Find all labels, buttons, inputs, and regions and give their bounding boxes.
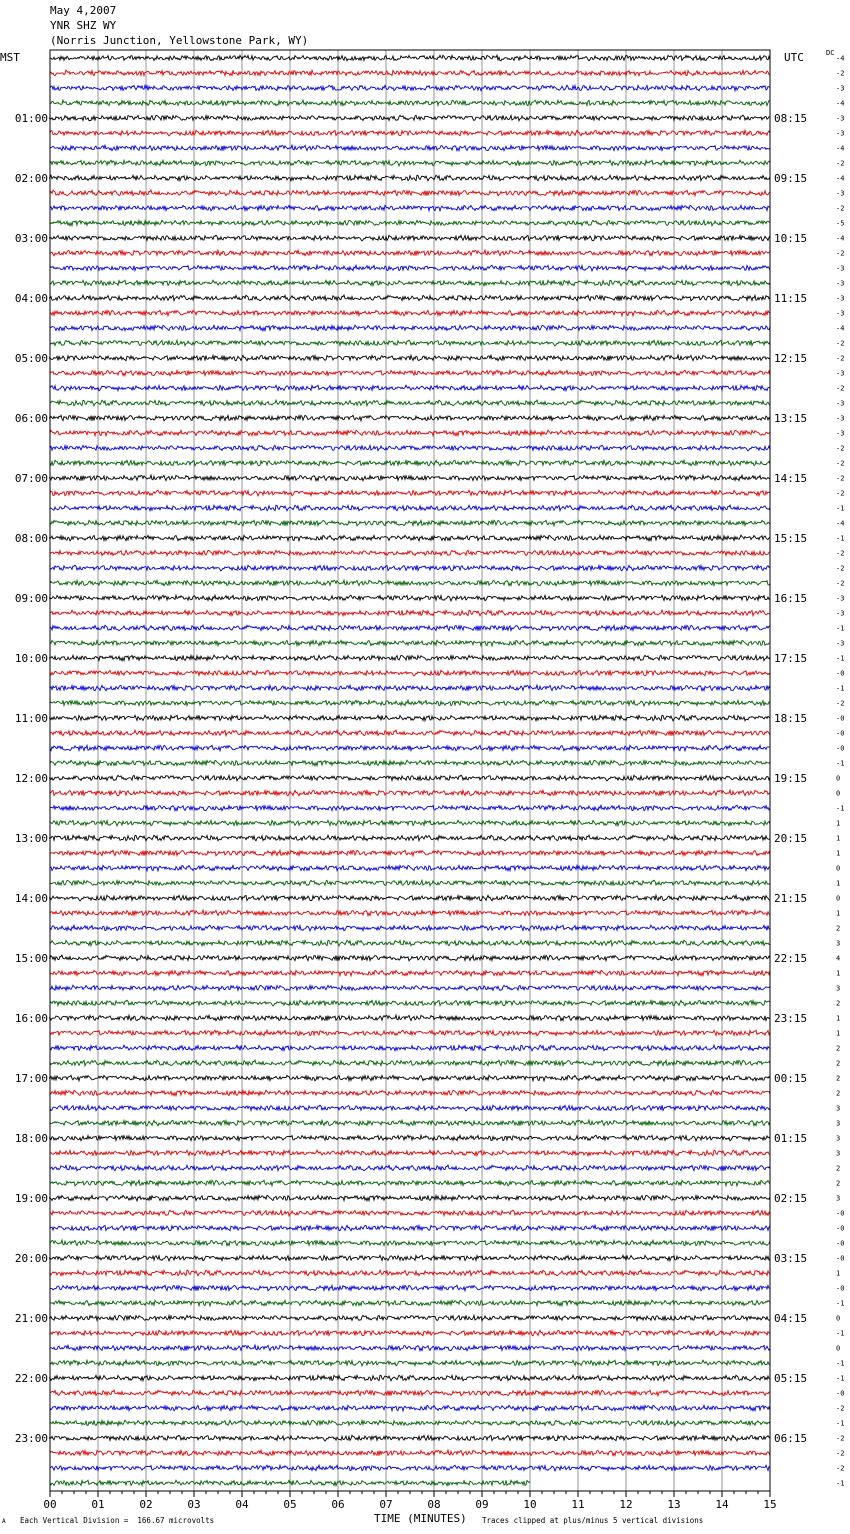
trace-83 (50, 1285, 770, 1291)
x-tick-label-03: 03 (187, 1498, 201, 1511)
trace-11 (50, 205, 770, 211)
dc-offset-10: -3 (836, 189, 845, 198)
dc-column-label: DC (826, 49, 835, 57)
chart-title-location: (Norris Junction, Yellowstone Park, WY) (50, 34, 309, 47)
trace-68 (50, 1060, 770, 1066)
left-hour-label: 22:00 (14, 1372, 48, 1385)
trace-69 (50, 1075, 770, 1081)
trace-38 (50, 610, 770, 616)
trace-40 (50, 640, 770, 646)
dc-offset-60: 3 (836, 939, 841, 948)
left-hour-label: 20:00 (14, 1252, 48, 1265)
dc-offset-8: -2 (836, 159, 845, 168)
dc-offset-11: -2 (836, 204, 845, 213)
trace-27 (50, 445, 770, 451)
trace-81 (50, 1255, 770, 1261)
right-hour-label: 08:15 (774, 112, 808, 125)
dc-offset-20: -2 (836, 339, 845, 348)
trace-42 (50, 670, 770, 676)
dc-offset-49: 0 (836, 774, 841, 783)
left-hour-label: 08:00 (14, 532, 48, 545)
trace-52 (50, 820, 770, 826)
right-hour-label: 23:15 (774, 1012, 808, 1025)
dc-offset-39: -1 (836, 624, 845, 633)
dc-offset-90: -0 (836, 1389, 845, 1398)
dc-offset-33: -1 (836, 534, 845, 543)
trace-group (50, 55, 770, 1486)
trace-67 (50, 1045, 770, 1051)
trace-79 (50, 1225, 770, 1231)
dc-offset-73: 3 (836, 1134, 841, 1143)
right-hour-label: 19:15 (774, 772, 808, 785)
dc-offset-26: -3 (836, 429, 845, 438)
trace-23 (50, 385, 770, 391)
dc-offset-45: -0 (836, 714, 845, 723)
dc-offset-82: 1 (836, 1269, 841, 1278)
dc-offset-24: -3 (836, 399, 845, 408)
trace-60 (50, 940, 770, 946)
x-tick-label-12: 12 (619, 1498, 633, 1511)
trace-47 (50, 745, 770, 751)
trace-50 (50, 790, 770, 796)
left-hour-label: 12:00 (14, 772, 48, 785)
dc-offset-80: -0 (836, 1239, 845, 1248)
trace-71 (50, 1105, 770, 1111)
dc-offset-94: -2 (836, 1449, 845, 1458)
dc-offset-70: 2 (836, 1089, 841, 1098)
trace-48 (50, 760, 770, 766)
x-tick-label-15: 15 (763, 1498, 777, 1511)
x-tick-label-08: 08 (427, 1498, 441, 1511)
dc-offset-23: -2 (836, 384, 845, 393)
x-tick-label-10: 10 (523, 1498, 537, 1511)
trace-80 (50, 1240, 770, 1246)
dc-offset-7: -4 (836, 144, 845, 153)
dc-offset-19: -4 (836, 324, 845, 333)
trace-6 (50, 130, 770, 136)
x-tick-label-05: 05 (283, 1498, 297, 1511)
dc-offset-35: -2 (836, 564, 845, 573)
trace-31 (50, 505, 770, 511)
dc-offset-14: -2 (836, 249, 845, 258)
trace-13 (50, 235, 770, 241)
right-hour-label: 00:15 (774, 1072, 808, 1085)
trace-16 (50, 280, 770, 286)
right-hour-label: 15:15 (774, 532, 808, 545)
dc-offset-85: 0 (836, 1314, 841, 1323)
trace-88 (50, 1360, 770, 1366)
trace-49 (50, 775, 770, 781)
left-hour-label: 21:00 (14, 1312, 48, 1325)
dc-offset-46: -0 (836, 729, 845, 738)
x-tick-label-13: 13 (667, 1498, 681, 1511)
dc-offset-30: -2 (836, 489, 845, 498)
dc-offset-58: 1 (836, 909, 841, 918)
trace-33 (50, 535, 770, 541)
trace-77 (50, 1195, 770, 1201)
trace-28 (50, 460, 770, 466)
right-hour-label: 02:15 (774, 1192, 808, 1205)
dc-offset-3: -3 (836, 84, 845, 93)
dc-offset-89: -1 (836, 1374, 845, 1383)
right-hour-label: 09:15 (774, 172, 808, 185)
dc-offset-84: -1 (836, 1299, 845, 1308)
dc-offset-88: -1 (836, 1359, 845, 1368)
left-hour-label: 01:00 (14, 112, 48, 125)
trace-3 (50, 85, 770, 91)
dc-offset-66: 1 (836, 1029, 841, 1038)
trace-82 (50, 1270, 770, 1276)
dc-offset-86: -1 (836, 1329, 845, 1338)
dc-offset-96: -1 (836, 1479, 845, 1488)
chart-title-date: May 4,2007 (50, 4, 117, 17)
right-hour-label: 04:15 (774, 1312, 808, 1325)
dc-offset-61: 4 (836, 954, 841, 963)
trace-63 (50, 985, 770, 991)
dc-offset-64: 2 (836, 999, 841, 1008)
dc-offset-55: 0 (836, 864, 841, 873)
dc-offset-28: -2 (836, 459, 845, 468)
dc-offset-76: 2 (836, 1179, 841, 1188)
right-hour-label: 11:15 (774, 292, 808, 305)
dc-offset-81: -0 (836, 1254, 845, 1263)
trace-58 (50, 910, 770, 916)
dc-offset-5: -3 (836, 114, 845, 123)
dc-offset-83: -0 (836, 1284, 845, 1293)
trace-85 (50, 1315, 770, 1321)
trace-36 (50, 580, 770, 586)
trace-87 (50, 1345, 770, 1351)
right-hour-label: 10:15 (774, 232, 808, 245)
dc-offset-51: -1 (836, 804, 845, 813)
left-hour-label: 16:00 (14, 1012, 48, 1025)
dc-offset-68: 2 (836, 1059, 841, 1068)
dc-offset-63: 3 (836, 984, 841, 993)
dc-offset-67: 2 (836, 1044, 841, 1053)
trace-29 (50, 475, 770, 481)
trace-7 (50, 145, 770, 151)
right-hour-label: 20:15 (774, 832, 808, 845)
dc-offset-56: 1 (836, 879, 841, 888)
dc-offset-4: -4 (836, 99, 845, 108)
left-hour-label: 17:00 (14, 1072, 48, 1085)
trace-66 (50, 1030, 770, 1036)
dc-offset-69: 2 (836, 1074, 841, 1083)
trace-70 (50, 1090, 770, 1096)
dc-offset-31: -1 (836, 504, 845, 513)
dc-offset-47: -0 (836, 744, 845, 753)
x-tick-label-06: 06 (331, 1498, 345, 1511)
x-tick-label-09: 09 (475, 1498, 489, 1511)
dc-offset-93: -2 (836, 1434, 845, 1443)
x-tick-label-04: 04 (235, 1498, 249, 1511)
trace-62 (50, 970, 770, 976)
dc-offset-71: 3 (836, 1104, 841, 1113)
trace-24 (50, 400, 770, 406)
left-hour-label: 02:00 (14, 172, 48, 185)
dc-offset-36: -2 (836, 579, 845, 588)
x-tick-label-01: 01 (91, 1498, 105, 1511)
dc-offset-16: -3 (836, 279, 845, 288)
x-axis-title: TIME (MINUTES) (374, 1512, 467, 1525)
right-hour-label: 16:15 (774, 592, 808, 605)
trace-41 (50, 655, 770, 661)
left-hour-label: 23:00 (14, 1432, 48, 1445)
left-hour-label: 10:00 (14, 652, 48, 665)
dc-offset-2: -2 (836, 69, 845, 78)
left-hour-label: 09:00 (14, 592, 48, 605)
trace-8 (50, 160, 770, 166)
dc-offset-17: -3 (836, 294, 845, 303)
left-hour-label: 19:00 (14, 1192, 48, 1205)
trace-59 (50, 925, 770, 931)
dc-offset-12: -5 (836, 219, 845, 228)
right-hour-label: 03:15 (774, 1252, 808, 1265)
right-hour-label: 13:15 (774, 412, 808, 425)
dc-offset-44: -2 (836, 699, 845, 708)
trace-91 (50, 1405, 770, 1411)
trace-90 (50, 1390, 770, 1396)
trace-1 (50, 55, 770, 61)
trace-61 (50, 955, 770, 961)
dc-offset-92: -1 (836, 1419, 845, 1428)
right-hour-label: 12:15 (774, 352, 808, 365)
trace-4 (50, 100, 770, 106)
dc-offset-95: -2 (836, 1464, 845, 1473)
left-hour-label: 05:00 (14, 352, 48, 365)
trace-39 (50, 625, 770, 631)
trace-55 (50, 865, 770, 871)
dc-offset-1: -4 (836, 54, 845, 63)
trace-51 (50, 805, 770, 810)
x-tick-label-00: 00 (43, 1498, 57, 1511)
trace-20 (50, 340, 770, 346)
trace-89 (50, 1375, 770, 1381)
dc-offset-9: -4 (836, 174, 845, 183)
dc-offset-42: -0 (836, 669, 845, 678)
dc-offset-74: 3 (836, 1149, 841, 1158)
dc-offset-52: 1 (836, 819, 841, 828)
left-hour-label: 13:00 (14, 832, 48, 845)
dc-offset-32: -4 (836, 519, 845, 528)
trace-14 (50, 250, 770, 256)
trace-19 (50, 325, 770, 331)
dc-offset-18: -3 (836, 309, 845, 318)
footer-mark: A (2, 1518, 6, 1525)
trace-34 (50, 550, 770, 555)
trace-84 (50, 1300, 770, 1306)
chart-title-station: YNR SHZ WY (50, 19, 117, 32)
dc-offset-27: -2 (836, 444, 845, 453)
trace-45 (50, 715, 770, 721)
dc-offset-54: 1 (836, 849, 841, 858)
trace-46 (50, 730, 770, 736)
trace-94 (50, 1450, 770, 1456)
x-tick-label-02: 02 (139, 1498, 153, 1511)
right-timezone-label: UTC (784, 51, 804, 64)
left-hour-label: 15:00 (14, 952, 48, 965)
dc-offset-48: -1 (836, 759, 845, 768)
trace-9 (50, 175, 770, 181)
footer-clip-note: Traces clipped at plus/minus 5 vertical divisions (482, 1516, 704, 1525)
left-hour-label: 14:00 (14, 892, 48, 905)
dc-offset-59: 2 (836, 924, 841, 933)
axis-labels (15, 55, 845, 1512)
dc-offset-41: -1 (836, 654, 845, 663)
dc-offset-57: 0 (836, 894, 841, 903)
trace-15 (50, 265, 770, 271)
trace-56 (50, 880, 770, 886)
dc-offset-15: -3 (836, 264, 845, 273)
right-hour-label: 21:15 (774, 892, 808, 905)
trace-18 (50, 310, 770, 316)
trace-65 (50, 1015, 770, 1021)
footer-scale-note: Each Vertical Division = 166.67 microvolts (20, 1516, 215, 1525)
trace-17 (50, 295, 770, 301)
dc-offset-43: -1 (836, 684, 845, 693)
trace-53 (50, 835, 770, 841)
trace-72 (50, 1120, 770, 1126)
trace-43 (50, 685, 770, 691)
trace-32 (50, 520, 770, 526)
dc-offset-40: -3 (836, 639, 845, 648)
trace-35 (50, 565, 770, 571)
dc-offset-22: -3 (836, 369, 845, 378)
dc-offset-13: -4 (836, 234, 845, 243)
dc-offset-53: 1 (836, 834, 841, 843)
right-hour-label: 22:15 (774, 952, 808, 965)
trace-25 (50, 415, 770, 421)
dc-offset-65: 1 (836, 1014, 841, 1023)
right-hour-label: 05:15 (774, 1372, 808, 1385)
dc-offset-72: 3 (836, 1119, 841, 1128)
x-tick-label-07: 07 (379, 1498, 393, 1511)
x-tick-label-14: 14 (715, 1498, 729, 1511)
dc-offset-37: -3 (836, 594, 845, 603)
trace-73 (50, 1135, 770, 1141)
trace-22 (50, 370, 770, 375)
trace-57 (50, 895, 770, 901)
trace-64 (50, 1000, 770, 1006)
trace-54 (50, 850, 770, 856)
dc-offset-91: -2 (836, 1404, 845, 1413)
dc-offset-75: 2 (836, 1164, 841, 1173)
trace-37 (50, 595, 770, 601)
trace-12 (50, 220, 770, 226)
right-hour-label: 18:15 (774, 712, 808, 725)
trace-95 (50, 1465, 770, 1471)
trace-2 (50, 70, 770, 76)
trace-26 (50, 430, 770, 436)
right-hour-label: 14:15 (774, 472, 808, 485)
trace-75 (50, 1165, 770, 1171)
trace-86 (50, 1330, 770, 1336)
dc-offset-79: -0 (836, 1224, 845, 1233)
trace-74 (50, 1150, 770, 1156)
left-hour-label: 06:00 (14, 412, 48, 425)
left-hour-label: 03:00 (14, 232, 48, 245)
left-hour-label: 18:00 (14, 1132, 48, 1145)
trace-76 (50, 1180, 770, 1186)
right-hour-label: 06:15 (774, 1432, 808, 1445)
left-hour-label: 11:00 (14, 712, 48, 725)
trace-44 (50, 700, 770, 706)
dc-offset-29: -2 (836, 474, 845, 483)
trace-10 (50, 190, 770, 196)
trace-5 (50, 115, 770, 121)
trace-93 (50, 1435, 770, 1441)
dc-offset-38: -3 (836, 609, 845, 618)
dc-offset-50: 0 (836, 789, 841, 798)
trace-78 (50, 1210, 770, 1216)
dc-offset-21: -2 (836, 354, 845, 363)
dc-offset-77: 3 (836, 1194, 841, 1203)
dc-offset-78: -0 (836, 1209, 845, 1218)
right-hour-label: 01:15 (774, 1132, 808, 1145)
left-timezone-label: MST (0, 51, 20, 64)
dc-offset-34: -2 (836, 549, 845, 558)
left-hour-label: 04:00 (14, 292, 48, 305)
dc-offset-87: 0 (836, 1344, 841, 1353)
trace-30 (50, 490, 770, 496)
trace-92 (50, 1420, 770, 1426)
dc-offset-62: 1 (836, 969, 841, 978)
dc-offset-6: -3 (836, 129, 845, 138)
trace-21 (50, 355, 770, 361)
dc-offset-25: -3 (836, 414, 845, 423)
right-hour-label: 17:15 (774, 652, 808, 665)
x-tick-label-11: 11 (571, 1498, 585, 1511)
left-hour-label: 07:00 (14, 472, 48, 485)
